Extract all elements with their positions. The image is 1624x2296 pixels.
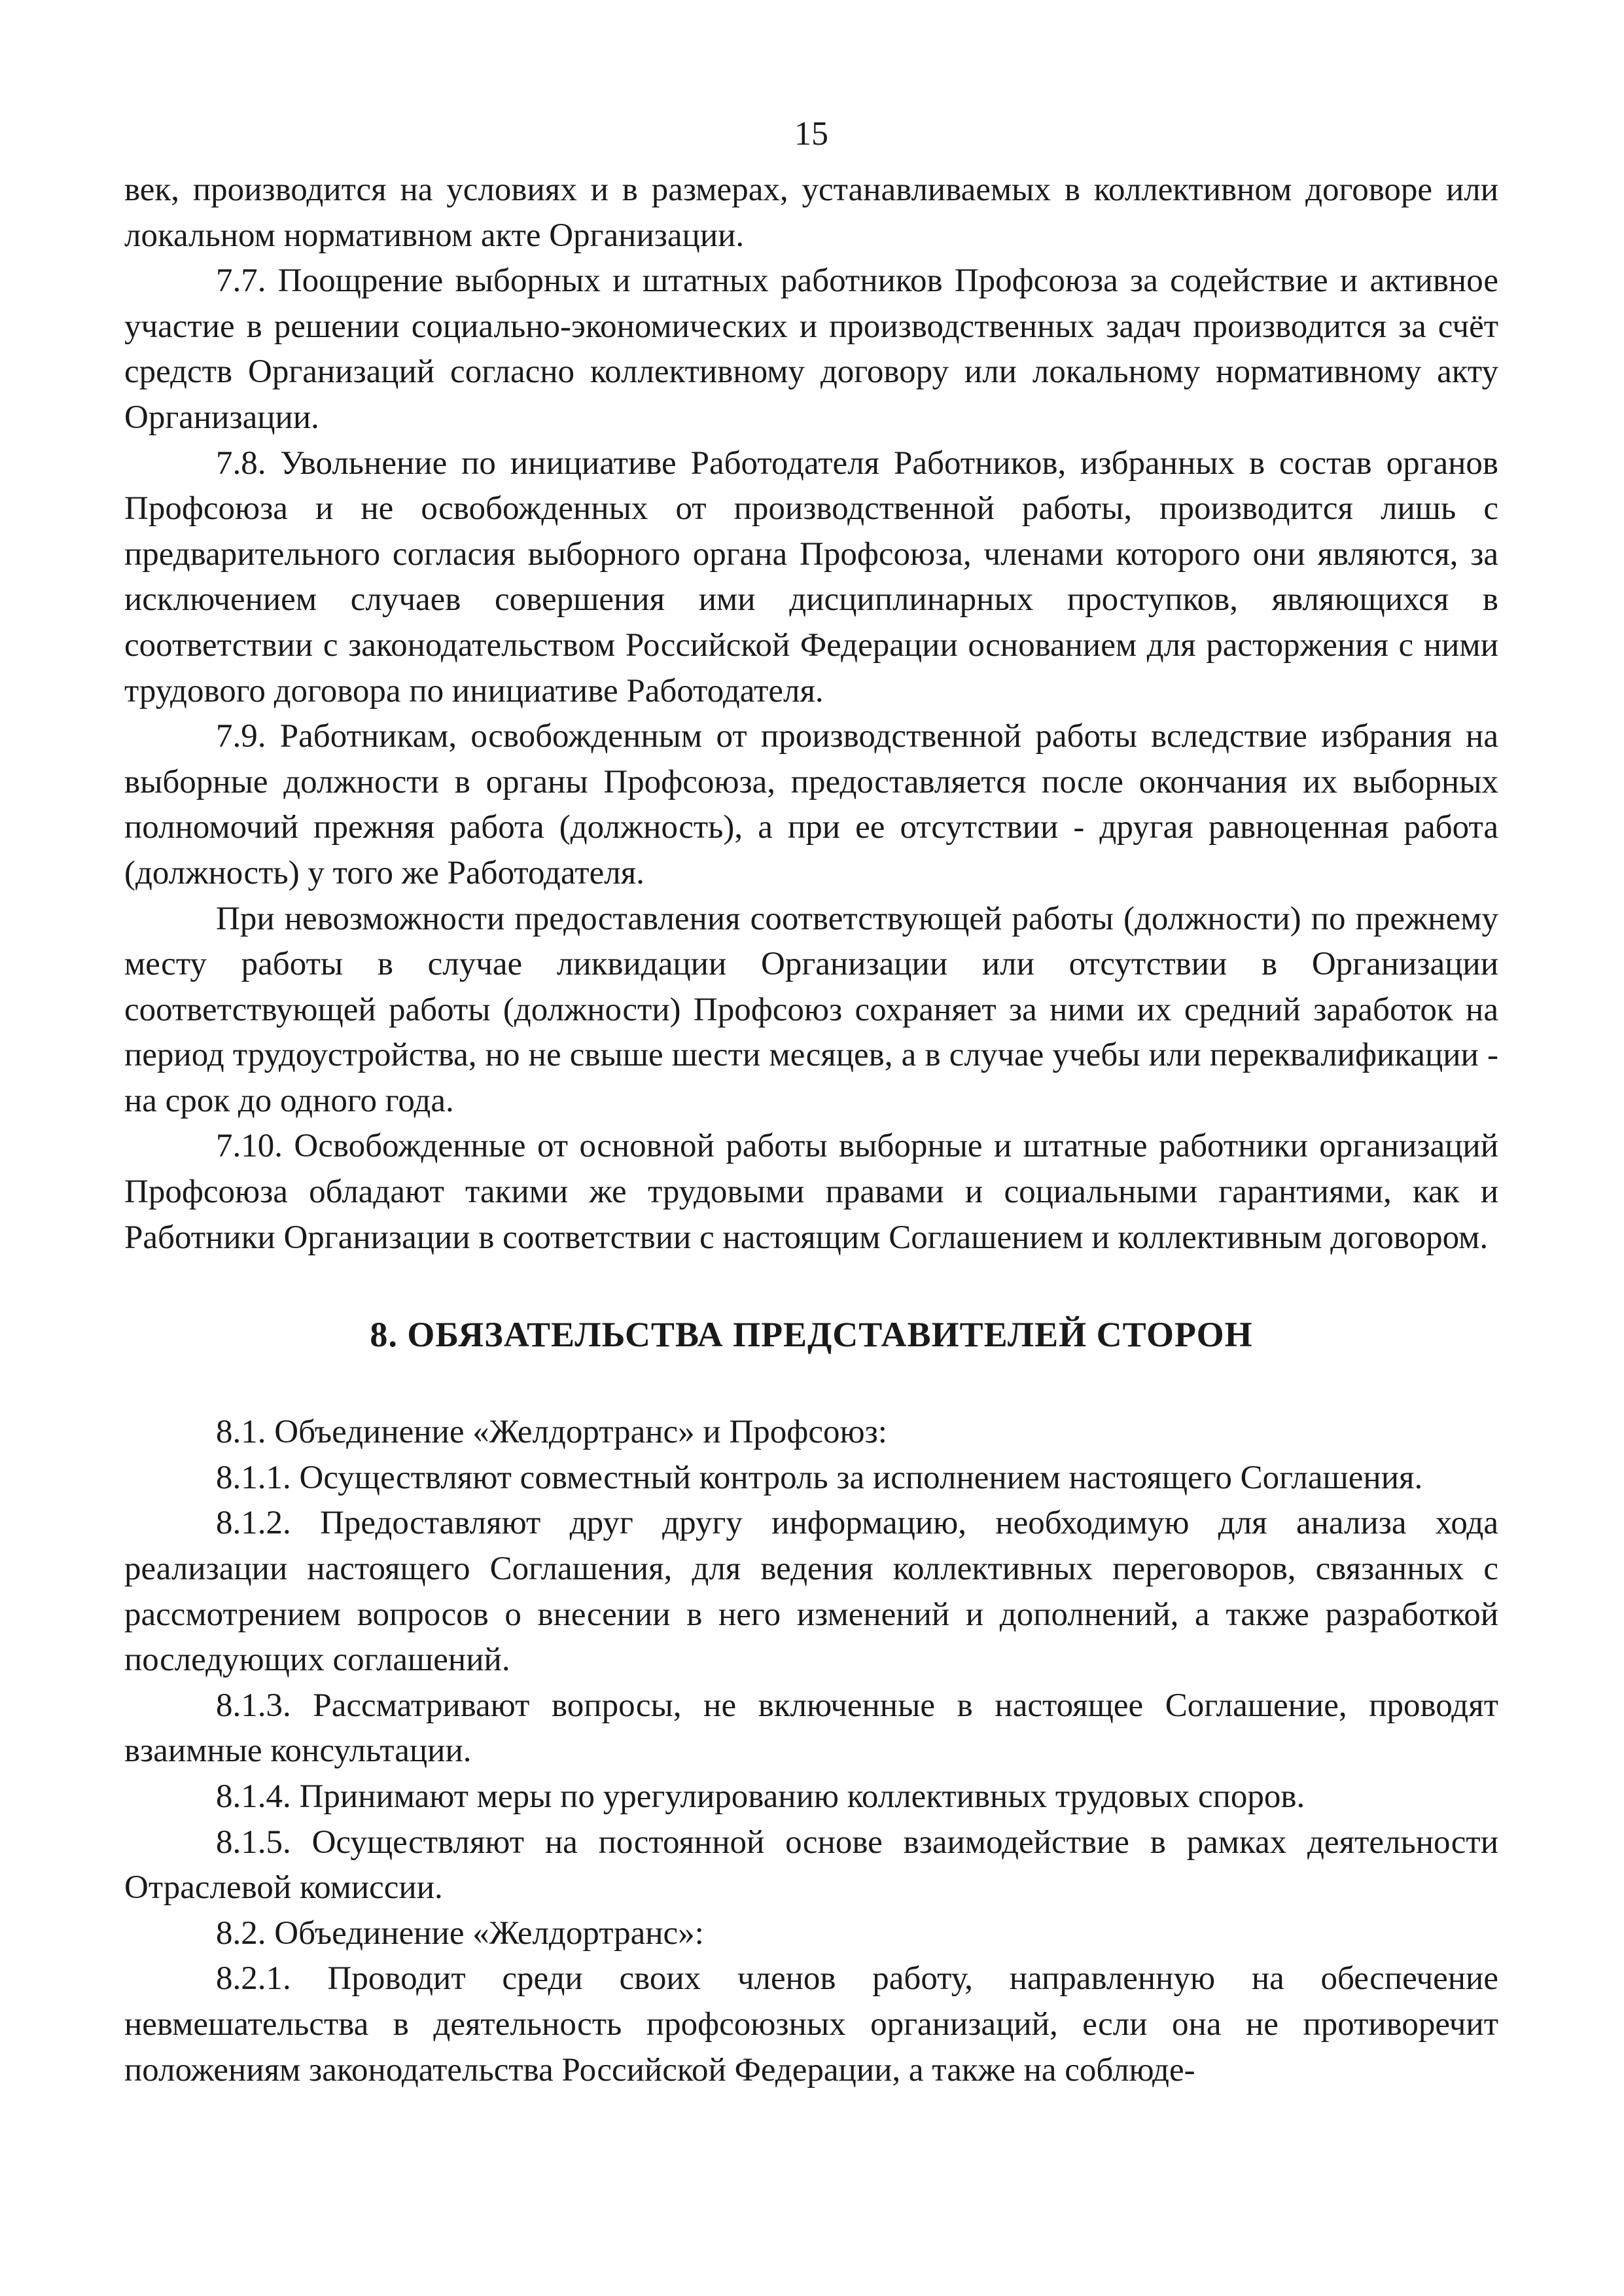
paragraph-8-2-1: 8.2.1. Проводит среди своих членов работу, направленную на обеспечение невмешательства в деятельность профсоюзных организаций, если она не противоречит положениям законодательства Российской Федерации, а также на соблюде- [124,1960,1498,2089]
paragraph-8-2: 8.2. Объединение «Желдортранс»: [216,1914,704,1952]
section-title: 8. ОБЯЗАТЕЛЬСТВА ПРЕДСТАВИТЕЛЕЙ СТОРОН [370,1315,1253,1355]
paragraph-8-1-5: 8.1.5. Осуществляют на постоянной основе взаимодействие в рамках деятельности Отраслевой комиссии. [124,1823,1498,1907]
paragraph-8-1-1: 8.1.1. Осуществляют совместный контроль за исполнением настоящего Соглашения. [216,1459,1423,1496]
paragraph-continuation: век, производится на условиях и в размерах, устанавливаемых в коллективном договоре или локальном нормативном акте Организации. [124,171,1498,254]
document-page [124,105,1498,2093]
paragraph-8-1: 8.1. Объединение «Желдортранс» и Профсоюз: [216,1414,887,1451]
paragraph-7-9: 7.9. Работникам, освобожденным от производственной работы вследствие избрания на выборные должности в органы Профсоюза, предоставляется после окончания их выборных полномочий прежняя работа (должность), а при ее отсутствии - другая равноценная работа (должность) у того же Работодателя. [124,718,1498,891]
paragraph-7-7: 7.7. Поощрение выборных и штатных работников Профсоюза за содействие и активное участие в решении социально-экономических и производственных задач производится за счёт средств Организаций согласно коллективному договору или локальному нормативному акту Организации. [124,262,1498,436]
page-number: 15 [794,115,828,152]
paragraph-7-9-continued: При невозможности предоставления соответствующей работы (должности) по прежнему месту работы в случае ликвидации Организации или отсутствии в Организации соответствующей работы (должности) Профсоюз сохраняет за ними их средний заработок на период трудоустройства, но не свыше шести месяцев, а в случае учебы или переквалификации - на срок до одного года. [124,900,1498,1119]
paragraph-8-1-3: 8.1.3. Рассматривают вопросы, не включенные в настоящее Соглашение, проводят взаимные консультации. [124,1687,1498,1770]
paragraph-7-10: 7.10. Освобожденные от основной работы выборные и штатные работники организаций Профсоюза обладают такими же трудовыми правами и социальными гарантиями, как и Работники Организации в соответствии с настоящим Соглашением и коллективным договором. [124,1128,1498,1256]
paragraph-8-1-4: 8.1.4. Принимают меры по урегулированию коллективных трудовых споров. [216,1778,1305,1815]
paragraph-8-1-2: 8.1.2. Предоставляют друг другу информацию, необходимую для анализа хода реализации настоящего Соглашения, для ведения коллективных переговоров, связанных с рассмотрением вопросов о внесении в него изменений и дополнений, а также разработкой последующих соглашений. [124,1505,1498,1679]
paragraph-7-8: 7.8. Увольнение по инициативе Работодателя Работников, избранных в состав органов Профсоюза и не освобожденных от производственной работы, производится лишь с предварительного согласия выборного органа Профсоюза, членами которого они являются, за исключением случаев совершения ими дисциплинарных проступков, являющихся в соответствии с законодательством Российской Федерации основанием для расторжения с ними трудового договора по инициативе Работодателя. [124,444,1498,709]
